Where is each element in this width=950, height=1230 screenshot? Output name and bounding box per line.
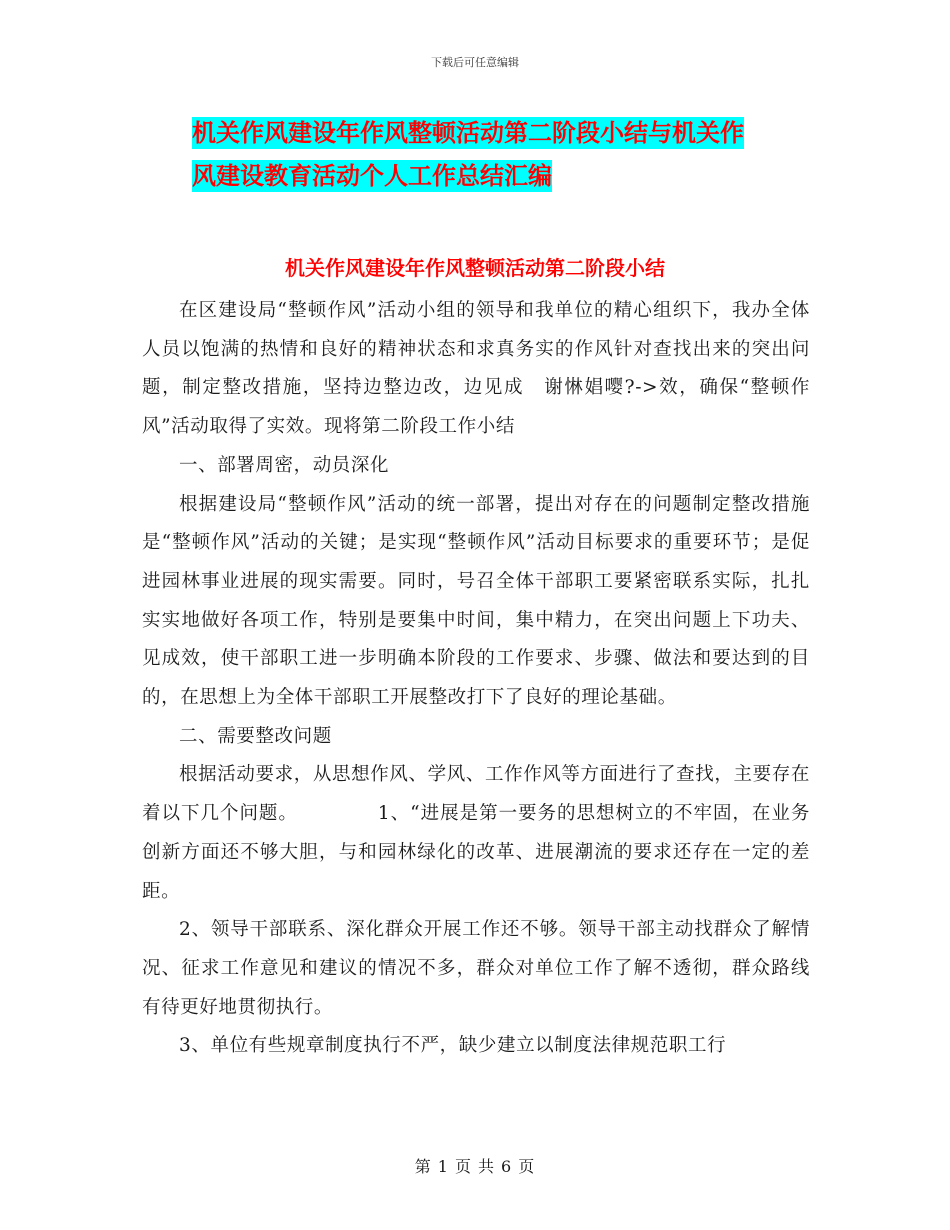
paragraph xyxy=(142,756,810,911)
paragraph-part: 1、“进展是第一要务的思想树立的不牢固，在业务创新方面还不够大胆，与和园林绿化的改革、进展潮流的要求还存在一定的差距。 xyxy=(142,803,810,902)
section-title: 机关作风建设年作风整顿活动第二阶段小结 xyxy=(285,256,665,280)
document-title xyxy=(192,112,812,198)
paragraph: 根据建设局“整顿作风”活动的统一部署，提出对存在的问题制定整改措施是“整顿作风”活动的关键；是实现“整顿作风”活动目标要求的重要环节；是促进园林事业进展的现实需要。同时，号召全体干部职工要紧密联系实际，扎扎实实地做好各项工作，特别是要集中时间，集中精力，在突出问题上下功夫、见成效，使干部职工进一步明确本阶段的工作要求、步骤、做法和要达到的目的，在思想上为全体干部职工开展整改打下了良好的理论基础。 xyxy=(142,493,810,709)
document-body xyxy=(142,292,810,1066)
title-line-1: 机关作风建设年作风整顿活动第二阶段小结与机关作 xyxy=(192,119,744,147)
paragraph-part: 根据活动要求，从思想作风、学风、工作作风等方面进行了查找，主要存在着以下几个问题。 xyxy=(142,764,810,825)
footer-page-unit: 页 xyxy=(454,1157,472,1176)
heading-issues: 二、需要整改问题 xyxy=(179,725,332,747)
page-footer xyxy=(0,1154,950,1177)
footer-prefix: 第 xyxy=(414,1157,432,1176)
paragraph: 2、领导干部联系、深化群众开展工作还不够。领导干部主动找群众了解情况、征求工作意见和建议的情况不多，群众对单位工作了解不透彻，群众路线有待更好地贯彻执行。 xyxy=(142,919,810,1018)
heading-deployment: 一、部署周密，动员深化 xyxy=(179,454,390,476)
page-number: 1 xyxy=(437,1157,449,1176)
total-pages: 6 xyxy=(501,1157,513,1176)
title-line-2: 风建设教育活动个人工作总结汇编 xyxy=(192,162,552,190)
paragraph: 在区建设局“整顿作风”活动小组的领导和我单位的精心组织下，我办全体人员以饱满的热情和良好的精神状态和求真务实的作风针对查找出来的突出问题，制定整改措施，坚持边整边改，边见成 谢惏娼嘤?->效，确保“整顿作风”活动取得了实效。现将第二阶段工作小结 xyxy=(142,300,810,438)
paragraph: 3、单位有些规章制度执行不严，缺少建立以制度法律规范职工行 xyxy=(179,1035,727,1057)
footer-total-prefix: 共 xyxy=(478,1157,496,1176)
footer-total-unit: 页 xyxy=(518,1157,536,1176)
header-note: 下载后可任意编辑 xyxy=(431,56,519,69)
